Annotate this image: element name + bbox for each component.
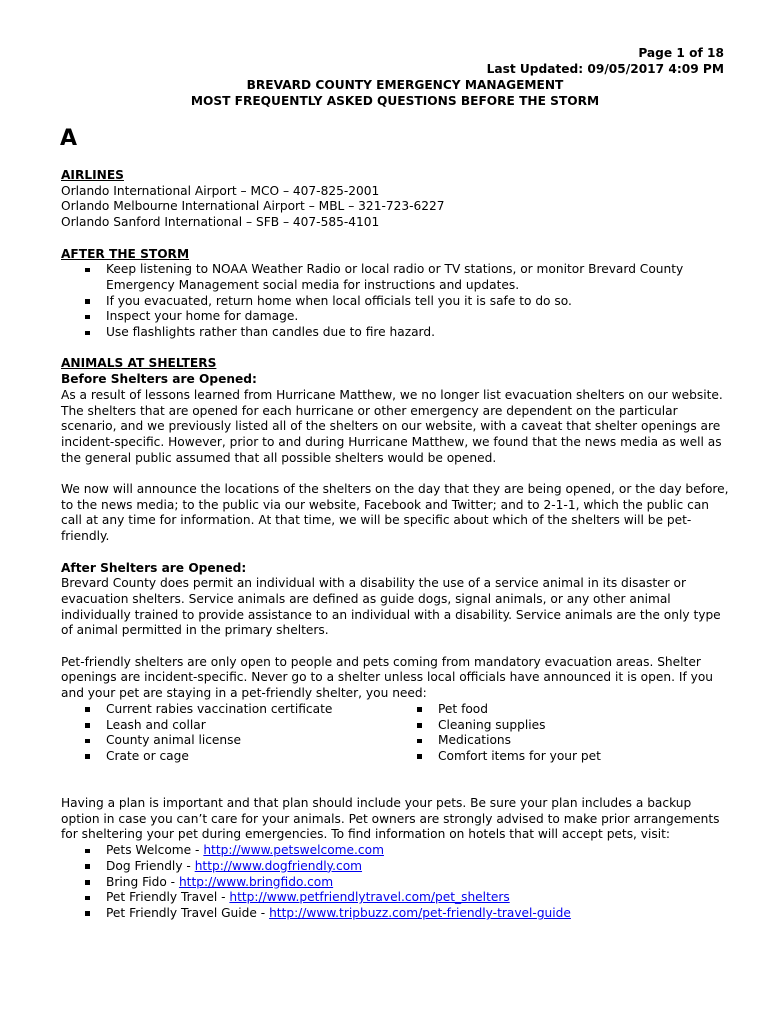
last-updated: Last Updated: 09/05/2017 4:09 PM [486,62,724,76]
list-item: Inspect your home for damage. [61,309,733,325]
list-item: Pet food [393,702,725,718]
shelter-needs-list [61,702,733,765]
petswelcome-link[interactable]: http://www.petswelcome.com [203,843,384,858]
list-item [61,875,733,891]
link-label: Dog Friendly - [106,858,195,873]
list-item [61,859,733,875]
document-subtitle: MOST FREQUENTLY ASKED QUESTIONS BEFORE THE STORM [190,94,600,108]
animals-section [61,356,733,921]
paragraph: We now will announce the locations of the shelters on the day that they are being opened, or the day before, to the news media; to the public via our website, Facebook and Twitter; and to 2-1-1, which the public can call at any time for information. At that time, we will be specific about which of the shelters will be pet-friendly. [61,482,729,544]
bringfido-link[interactable]: http://www.bringfido.com [178,874,334,889]
link-label: Pets Welcome - [106,843,204,858]
content [61,168,733,922]
link-label: Bring Fido - [106,874,179,889]
section-letter: A [60,126,78,151]
airlines-section [61,168,733,231]
paragraph: Brevard County does permit an individual with a disability the use of a service animal in its disaster or evacuation shelters. Service animals are defined as guide dogs, signal animals, or any other animal individually trained to provide assistance to an individual with a disability. Service animals are the only type of animal permitted in the primary shelters. [61,576,721,638]
document-title: BREVARD COUNTY EMERGENCY MANAGEMENT [246,78,564,92]
page-number: Page 1 of 18 [638,46,724,60]
link-label: Pet Friendly Travel - [106,890,230,905]
list-item: Keep listening to NOAA Weather Radio or local radio or TV stations, or monitor Brevard County Emergency Management social media for instructions and updates. [61,262,733,293]
link-label: Pet Friendly Travel Guide - [106,905,270,920]
list-item [61,890,733,906]
list-item [61,906,733,922]
after-storm-list [61,262,733,341]
animals-heading: ANIMALS AT SHELTERS [61,356,217,371]
paragraph: As a result of lessons learned from Hurricane Matthew, we no longer list evacuation shelters on our website. The shelters that are opened for each hurricane or other emergency are dependent on the particular scenario, and we previously listed all of the shelters on our website, with a caveat that shelter openings are incident-specific. However, prior to and during Hurricane Matthew, we found that the news media as well as the general public assumed that all possible shelters would be opened. [61,387,723,465]
list-item: Medications [393,733,725,749]
after-storm-section [61,247,733,341]
airline-line: Orlando Melbourne International Airport – MBL – 321-723-6227 [61,199,445,214]
paragraph: Having a plan is important and that plan should include your pets. Be sure your plan includes a backup option in case you can’t care for your animals. Pet owners are strongly advised to make prior arrangements for sheltering your pet during emergencies. To find information on hotels that will accept pets, visit: [61,796,720,842]
tripbuzz-link[interactable]: http://www.tripbuzz.com/pet-friendly-travel-guide [269,905,571,920]
dogfriendly-link[interactable]: http://www.dogfriendly.com [194,858,363,873]
list-item: Leash and collar [61,718,393,734]
list-item: County animal license [61,733,393,749]
list-item: Comfort items for your pet [393,749,725,765]
list-item: Crate or cage [61,749,393,765]
airline-line: Orlando Sanford International – SFB – 407-585-4101 [61,215,380,230]
list-item: Current rabies vaccination certificate [61,702,393,718]
list-item: Cleaning supplies [393,718,725,734]
list-item [61,843,733,859]
list-item: Use flashlights rather than candles due to fire hazard. [61,325,733,341]
petfriendlytravel-link[interactable]: http://www.petfriendlytravel.com/pet_shelters [229,890,510,905]
list-item: If you evacuated, return home when local officials tell you it is safe to do so. [61,294,733,310]
after-storm-heading: AFTER THE STORM [61,246,190,261]
after-shelters-heading: After Shelters are Opened: [61,560,247,575]
paragraph: Pet-friendly shelters are only open to people and pets coming from mandatory evacuation areas. Shelter openings are incident-specific. Never go to a shelter unless local officials have announced it is open. If you and your pet are staying in a pet-friendly shelter, you need: [61,654,714,701]
pet-links-list [61,843,733,922]
airlines-heading: AIRLINES [61,168,124,182]
airline-line: Orlando International Airport – MCO – 407-825-2001 [61,183,380,198]
before-shelters-heading: Before Shelters are Opened: [61,372,257,387]
